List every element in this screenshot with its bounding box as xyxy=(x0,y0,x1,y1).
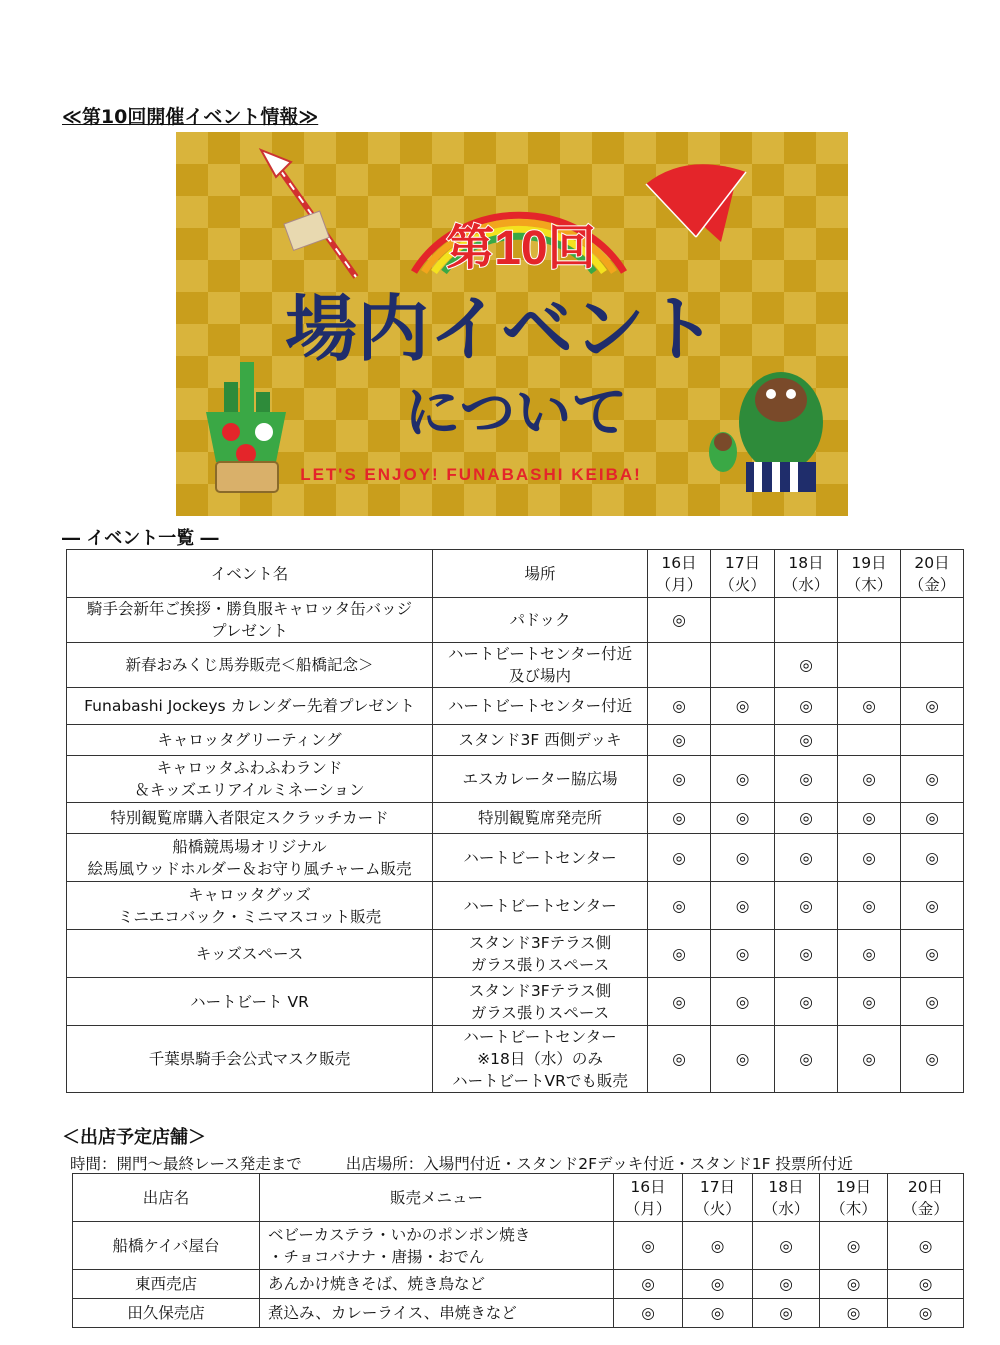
banner-tagline: LET'S ENJOY! FUNABASHI KEIBA! xyxy=(300,465,642,484)
header-day: 17日 （火） xyxy=(711,550,775,598)
event-place: スタンド3Fテラス側 ガラス張りスペース xyxy=(433,930,648,978)
events-table-body xyxy=(67,598,964,1093)
event-day-mark: ◎ xyxy=(711,930,775,978)
event-name: ハートビート VR xyxy=(67,978,433,1026)
event-day-mark: ◎ xyxy=(838,756,901,803)
event-day-mark xyxy=(838,643,901,688)
event-row xyxy=(67,1026,964,1093)
event-name: 騎手会新年ご挨拶・勝負服キャロッタ缶バッジ プレゼント xyxy=(67,598,433,643)
header-day: 17日 （火） xyxy=(683,1174,753,1222)
event-place: エスカレーター脇広場 xyxy=(433,756,648,803)
event-day-mark: ◎ xyxy=(775,688,838,725)
shop-day-mark: ◎ xyxy=(888,1299,964,1328)
header-day: 18日 （水） xyxy=(753,1174,820,1222)
event-day-mark: ◎ xyxy=(838,803,901,834)
banner-title-sub: について xyxy=(404,381,628,446)
event-row xyxy=(67,598,964,643)
shop-row xyxy=(73,1299,964,1328)
event-place: スタンド3F 西側デッキ xyxy=(433,725,648,756)
shops-table xyxy=(72,1173,964,1328)
shop-name: 田久保売店 xyxy=(73,1299,260,1328)
event-place: ハートビートセンター付近 xyxy=(433,688,648,725)
event-row xyxy=(67,882,964,930)
event-day-mark: ◎ xyxy=(838,882,901,930)
shops-table-header xyxy=(73,1174,964,1222)
event-day-mark: ◎ xyxy=(901,688,964,725)
event-day-mark: ◎ xyxy=(648,688,711,725)
event-day-mark: ◎ xyxy=(838,1026,901,1093)
banner-title-main: 場内イベント xyxy=(284,287,718,371)
event-day-mark xyxy=(838,598,901,643)
event-day-mark: ◎ xyxy=(775,803,838,834)
event-name: 船橋競馬場オリジナル 絵馬風ウッドホルダー＆お守り風チャーム販売 xyxy=(67,834,433,882)
event-day-mark: ◎ xyxy=(711,803,775,834)
event-day-mark: ◎ xyxy=(711,834,775,882)
header-place: 場所 xyxy=(433,550,648,598)
event-name: キャロッタグッズ ミニエコバック・ミニマスコット販売 xyxy=(67,882,433,930)
header-day: 16日 （月） xyxy=(614,1174,683,1222)
event-day-mark: ◎ xyxy=(648,834,711,882)
shop-day-mark: ◎ xyxy=(753,1270,820,1299)
event-day-mark: ◎ xyxy=(901,882,964,930)
event-day-mark: ◎ xyxy=(711,688,775,725)
event-row xyxy=(67,725,964,756)
shop-location: 出店場所：入場門付近・スタンド2Fデッキ付近・スタンド1F 投票所付近 xyxy=(345,1155,853,1173)
event-banner xyxy=(176,132,848,516)
event-day-mark: ◎ xyxy=(775,978,838,1026)
event-day-mark: ◎ xyxy=(838,930,901,978)
shop-row xyxy=(73,1222,964,1270)
event-day-mark: ◎ xyxy=(775,756,838,803)
event-day-mark: ◎ xyxy=(901,803,964,834)
header-event-name: イベント名 xyxy=(67,550,433,598)
event-day-mark xyxy=(901,643,964,688)
event-day-mark xyxy=(711,725,775,756)
event-day-mark xyxy=(901,725,964,756)
shop-day-mark: ◎ xyxy=(683,1299,753,1328)
event-day-mark: ◎ xyxy=(775,834,838,882)
event-name: Funabashi Jockeys カレンダー先着プレゼント xyxy=(67,688,433,725)
event-day-mark: ◎ xyxy=(711,1026,775,1093)
event-name: キャロッタふわふわランド ＆キッズエリアイルミネーション xyxy=(67,756,433,803)
event-row xyxy=(67,756,964,803)
shops-table-body xyxy=(73,1222,964,1328)
event-name: 新春おみくじ馬券販売＜船橋記念＞ xyxy=(67,643,433,688)
header-menu: 販売メニュー xyxy=(260,1174,614,1222)
event-day-mark: ◎ xyxy=(838,834,901,882)
shop-day-mark: ◎ xyxy=(820,1270,888,1299)
shop-day-mark: ◎ xyxy=(753,1299,820,1328)
shop-day-mark: ◎ xyxy=(888,1222,964,1270)
event-day-mark: ◎ xyxy=(648,882,711,930)
event-name: キッズスペース xyxy=(67,930,433,978)
event-day-mark xyxy=(711,598,775,643)
header-day: 19日 （木） xyxy=(838,550,901,598)
header-shop-name: 出店名 xyxy=(73,1174,260,1222)
header-day: 18日 （水） xyxy=(775,550,838,598)
event-day-mark: ◎ xyxy=(901,834,964,882)
shop-day-mark: ◎ xyxy=(614,1299,683,1328)
events-table xyxy=(66,549,964,1093)
shop-day-mark: ◎ xyxy=(820,1299,888,1328)
event-day-mark: ◎ xyxy=(648,930,711,978)
event-day-mark xyxy=(775,598,838,643)
page-heading: ≪第10回開催イベント情報≫ xyxy=(62,106,319,128)
event-day-mark: ◎ xyxy=(711,756,775,803)
shop-name: 船橋ケイバ屋台 xyxy=(73,1222,260,1270)
event-name: 特別観覧席購入者限定スクラッチカード xyxy=(67,803,433,834)
shop-row xyxy=(73,1270,964,1299)
event-place: スタンド3Fテラス側 ガラス張りスペース xyxy=(433,978,648,1026)
event-day-mark: ◎ xyxy=(775,725,838,756)
events-section-title: ― イベント一覧 ― xyxy=(62,528,219,549)
shop-time: 時間：開門～最終レース発走まで xyxy=(70,1155,302,1173)
events-table-header xyxy=(67,550,964,598)
event-day-mark: ◎ xyxy=(838,978,901,1026)
event-day-mark: ◎ xyxy=(775,882,838,930)
shop-menu: 煮込み、カレーライス、串焼きなど xyxy=(260,1299,614,1328)
event-day-mark: ◎ xyxy=(648,725,711,756)
event-day-mark: ◎ xyxy=(648,756,711,803)
shop-day-mark: ◎ xyxy=(614,1222,683,1270)
shop-day-mark: ◎ xyxy=(614,1270,683,1299)
shop-day-mark: ◎ xyxy=(683,1222,753,1270)
shop-info xyxy=(70,1152,853,1174)
header-day: 16日 （月） xyxy=(648,550,711,598)
event-row xyxy=(67,643,964,688)
shop-day-mark: ◎ xyxy=(753,1222,820,1270)
event-place: パドック xyxy=(433,598,648,643)
event-day-mark: ◎ xyxy=(901,930,964,978)
event-place: ハートビートセンター xyxy=(433,882,648,930)
event-day-mark: ◎ xyxy=(901,978,964,1026)
event-day-mark xyxy=(648,643,711,688)
event-day-mark: ◎ xyxy=(775,930,838,978)
event-day-mark: ◎ xyxy=(775,643,838,688)
event-row xyxy=(67,978,964,1026)
event-day-mark: ◎ xyxy=(838,688,901,725)
event-place: ハートビートセンター xyxy=(433,834,648,882)
event-day-mark: ◎ xyxy=(775,1026,838,1093)
event-name: 千葉県騎手会公式マスク販売 xyxy=(67,1026,433,1093)
shop-day-mark: ◎ xyxy=(683,1270,753,1299)
event-day-mark: ◎ xyxy=(648,1026,711,1093)
header-day: 20日 （金） xyxy=(901,550,964,598)
shop-name: 東西売店 xyxy=(73,1270,260,1299)
header-day: 20日 （金） xyxy=(888,1174,964,1222)
event-day-mark: ◎ xyxy=(648,598,711,643)
event-place: ハートビートセンター付近 及び場内 xyxy=(433,643,648,688)
header-day: 19日 （木） xyxy=(820,1174,888,1222)
event-place: 特別観覧席発売所 xyxy=(433,803,648,834)
shop-menu: あんかけ焼きそば、焼き鳥など xyxy=(260,1270,614,1299)
event-day-mark: ◎ xyxy=(648,803,711,834)
shop-menu: ベビーカステラ・いかのポンポン焼き ・チョコバナナ・唐揚・おでん xyxy=(260,1222,614,1270)
shop-day-mark: ◎ xyxy=(888,1270,964,1299)
event-place: ハートビートセンター ※18日（水）のみ ハートビートVRでも販売 xyxy=(433,1026,648,1093)
banner-title-number: 第10回 xyxy=(446,222,596,275)
event-row xyxy=(67,930,964,978)
event-day-mark: ◎ xyxy=(901,756,964,803)
event-day-mark xyxy=(711,643,775,688)
event-day-mark: ◎ xyxy=(711,882,775,930)
event-row xyxy=(67,803,964,834)
event-row xyxy=(67,834,964,882)
event-day-mark xyxy=(838,725,901,756)
event-day-mark xyxy=(901,598,964,643)
shops-section-title: ＜出店予定店舗＞ xyxy=(62,1127,206,1148)
event-day-mark: ◎ xyxy=(711,978,775,1026)
event-day-mark: ◎ xyxy=(648,978,711,1026)
event-name: キャロッタグリーティング xyxy=(67,725,433,756)
event-row xyxy=(67,688,964,725)
shop-day-mark: ◎ xyxy=(820,1222,888,1270)
event-day-mark: ◎ xyxy=(901,1026,964,1093)
